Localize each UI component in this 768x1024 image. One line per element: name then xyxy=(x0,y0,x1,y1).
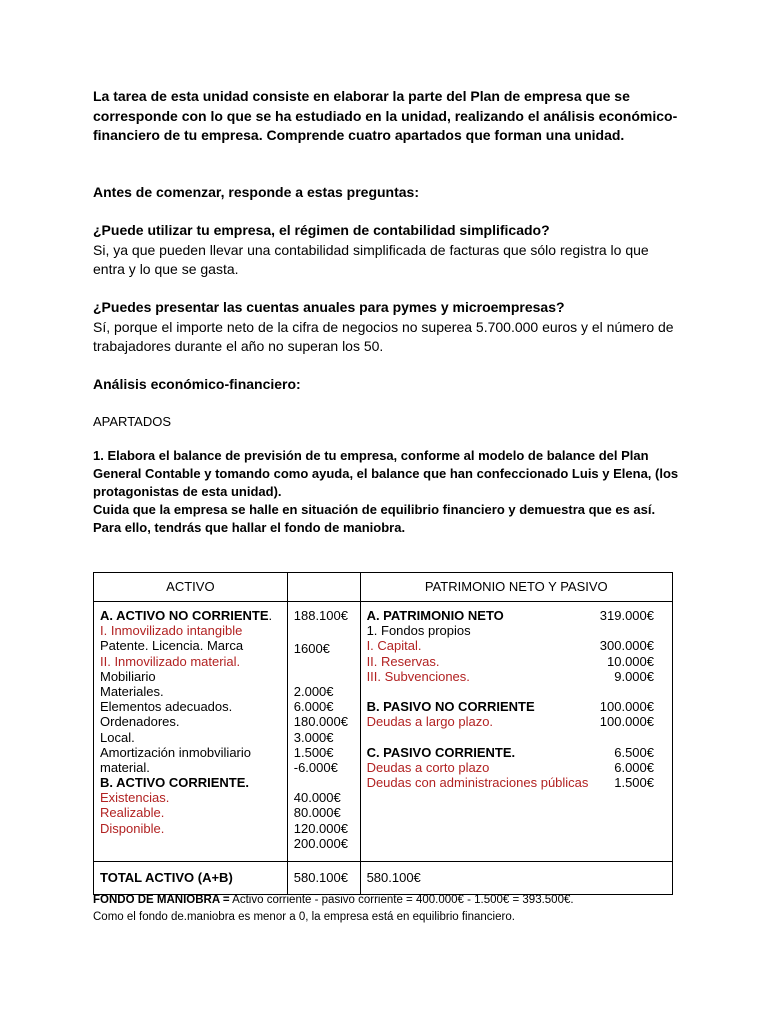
analysis-heading-block xyxy=(93,375,683,395)
pnc-title: B. PASIVO NO CORRIENTE xyxy=(366,699,535,715)
elementos-value: 180.000€ xyxy=(293,714,348,730)
answer-2-text: Sí, porque el importe neto de la cifra de negocios no superea 5.700.000 euros y el número de trabajadores durante el año no superan los 50. xyxy=(93,318,674,354)
inm-material: II. Inmovilizado material. xyxy=(100,653,241,669)
local: Local. xyxy=(100,729,135,745)
capital: I. Capital. xyxy=(366,638,422,654)
total-label: TOTAL ACTIVO (A+B) xyxy=(100,870,233,886)
task-note: Cuida que la empresa se halle en situación de equilibrio financiero y demuestra que es así. Para ello, tendrás que hallar el fondo de maniobra. xyxy=(93,502,656,535)
question-2-text: ¿Puedes presentar las cuentas anuales para pymes y microempresas? xyxy=(93,299,565,315)
material: material. xyxy=(100,759,150,775)
patente-value: 1600€ xyxy=(293,641,330,657)
ac-value: 40.000€ xyxy=(293,790,341,806)
reservas: II. Reservas. xyxy=(366,653,440,669)
subvenciones-value: 9.000€ xyxy=(614,668,654,684)
balance-body-row xyxy=(94,602,673,862)
materiales-value: 6.000€ xyxy=(293,699,334,715)
balance-table xyxy=(93,572,673,895)
amortizacion-value: -6.000€ xyxy=(293,759,338,775)
activo-values-cell xyxy=(287,602,360,862)
analysis-heading: Análisis económico-financiero: xyxy=(93,376,301,392)
mobiliario: Mobiliario xyxy=(100,668,156,684)
fm-formula: Activo corriente - pasivo corriente = 400.000€ - 1.500€ = 393.500€. xyxy=(229,894,574,906)
existencias-value: 80.000€ xyxy=(293,805,341,821)
fm-conclusion: Como el fondo de.maniobra es menor a 0, la empresa está en equilibrio financiero. xyxy=(93,911,515,923)
activo-cell xyxy=(94,602,288,862)
amortizacion: Amortización inmobviliario xyxy=(100,744,251,760)
inm-intangible: I. Inmovilizado intangible xyxy=(100,623,243,639)
ac-title: B. ACTIVO CORRIENTE. xyxy=(100,775,250,791)
subvenciones: III. Subvenciones. xyxy=(366,668,470,684)
total-pasivo: 580.100€ xyxy=(366,870,421,886)
deudas-cp: Deudas a corto plazo xyxy=(366,759,490,775)
deudas-ap: Deudas con administraciones públicas xyxy=(366,775,589,791)
capital-value: 300.000€ xyxy=(599,638,654,654)
mobiliario-value: 2.000€ xyxy=(293,683,334,699)
question-1-text: ¿Puede utilizar tu empresa, el régimen de contabilidad simplificado? xyxy=(93,222,550,238)
anc-dot: . xyxy=(268,608,273,623)
pn-value: 319.000€ xyxy=(599,608,654,623)
pc-value: 6.500€ xyxy=(614,744,654,760)
total-activo: 580.100€ xyxy=(293,870,348,886)
disponible: Disponible. xyxy=(100,820,165,836)
pasivo-cell xyxy=(360,602,672,862)
fm-label: FONDO DE MANIOBRA = xyxy=(93,894,230,906)
task-title: 1. Elabora el balance de previsión de tu empresa, conforme al modelo de balance del Plan General Contable y tomando como ayuda, el balance que han confeccionado Luis y Elena, (los protagonistas de esta unidad). xyxy=(93,448,679,499)
total-activo-cell xyxy=(287,862,360,895)
anc-value: 188.100€ xyxy=(293,608,348,623)
deudas-lp: Deudas a largo plazo. xyxy=(366,714,494,730)
balance-header-row xyxy=(94,573,673,602)
before-text: Antes de comenzar, responde a estas preguntas: xyxy=(93,184,419,200)
total-pasivo-cell xyxy=(360,862,672,895)
ordenadores: Ordenadores. xyxy=(100,714,180,730)
deudas-lp-value: 100.000€ xyxy=(599,714,654,730)
patente: Patente. Licencia. Marca xyxy=(100,638,244,654)
intro-paragraph: La tarea de esta unidad consiste en elaborar la parte del Plan de empresa que se corresponde con lo que se ha estudiado en la unidad, realizando el análisis económico-financiero de tu empresa. Comprende cuatro apartados que forman una unidad. xyxy=(93,88,678,143)
ordenadores-value: 3.000€ xyxy=(293,729,334,745)
apartados-block xyxy=(93,413,683,430)
fondos-propios: 1. Fondos propios xyxy=(366,623,471,639)
reservas-value: 10.000€ xyxy=(607,653,654,669)
before-questions xyxy=(93,183,683,203)
question-2 xyxy=(93,298,683,357)
local-value: 1.500€ xyxy=(293,744,334,760)
elementos: Elementos adecuados. xyxy=(100,699,233,715)
header-pasivo: PATRIMONIO NETO Y PASIVO xyxy=(360,573,672,602)
materiales: Materiales. xyxy=(100,683,164,699)
pnc-value: 100.000€ xyxy=(599,699,654,715)
fondo-maniobra-note xyxy=(93,892,693,926)
balance-total-row xyxy=(94,862,673,895)
intro-section xyxy=(93,87,683,146)
deudas-cp-value: 6.000€ xyxy=(614,759,654,775)
apartados-label: APARTADOS xyxy=(93,414,172,429)
header-activo: ACTIVO xyxy=(94,573,288,602)
header-empty xyxy=(287,573,360,602)
anc-title: A. ACTIVO NO CORRIENTE xyxy=(100,608,269,623)
realizable-value: 120.000€ xyxy=(293,820,348,836)
pc-title: C. PASIVO CORRIENTE. xyxy=(366,744,516,760)
task-block xyxy=(93,447,683,537)
answer-1-text: Si, ya que pueden llevar una contabilidad simplificada de facturas que sólo registra lo que entra y lo que se gasta. xyxy=(93,241,649,277)
disponible-value: 200.000€ xyxy=(293,835,348,851)
question-1 xyxy=(93,221,683,280)
existencias: Existencias. xyxy=(100,790,170,806)
deudas-ap-value: 1.500€ xyxy=(614,775,654,791)
pn-title: A. PATRIMONIO NETO xyxy=(366,608,504,623)
realizable: Realizable. xyxy=(100,805,165,821)
total-label-cell xyxy=(94,862,288,895)
